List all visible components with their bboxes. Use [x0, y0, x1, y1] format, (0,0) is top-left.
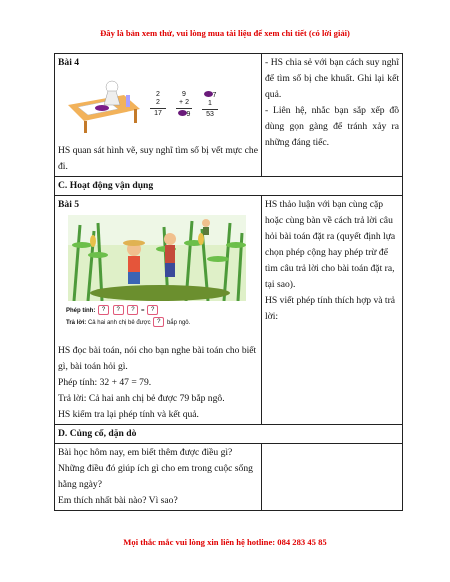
table-row — [55, 177, 403, 196]
cell-bai5-left — [55, 196, 262, 425]
fraction-bar — [176, 108, 192, 109]
ink-blot-icon — [204, 91, 213, 97]
ink-blot-icon — [178, 110, 187, 116]
activity-text: HS thảo luận với bạn cùng cặp hoặc cùng bàn về cách trả lời câu hỏi bài toán đặt ra (quyết định lựa chọn phép cộng hay phép trừ để tìm câu trả lời cho bài toán đặt ra, tại sao). — [265, 199, 396, 290]
table-row — [55, 425, 403, 444]
fraction-bar — [150, 108, 166, 109]
answer-line — [66, 317, 190, 329]
review-question: Em thích nhất bài nào? Vì sao? — [58, 495, 178, 506]
header-notice: Đây là bản xem thử, vui lòng mua tài liệu để xem chi tiết (có lời giải) — [100, 28, 350, 38]
section-heading: D. Củng cố, dặn dò — [55, 425, 403, 444]
fraction-value: 9 — [182, 91, 186, 98]
exercise-text: HS quan sát hình vẽ, suy nghĩ tìm số bị vết mực che đi. — [58, 145, 258, 172]
activity-text: HS viết phép tính thích hợp và trả lời: — [265, 295, 396, 322]
fraction-value: 2 — [156, 99, 160, 106]
fraction-1 — [150, 91, 166, 119]
answer-text: Cả hai anh chị bẻ được — [87, 320, 151, 326]
table-row — [55, 54, 403, 177]
plus-sign: + — [179, 99, 184, 106]
desk-ink-image — [64, 75, 142, 133]
fraction-value: 53 — [206, 111, 214, 118]
fraction-exercises — [150, 91, 218, 119]
answer-box: ? — [147, 305, 158, 315]
calculation-line — [66, 305, 190, 317]
exercise-title: Bài 5 — [58, 199, 80, 210]
fraction-bar — [202, 109, 218, 110]
cell-bai4-left — [55, 54, 262, 177]
fraction-2 — [176, 91, 192, 119]
corn-field-image — [68, 215, 246, 301]
fraction-value: 9 — [186, 111, 191, 118]
exercise-title: Bài 4 — [58, 57, 80, 68]
answer-box: ? — [127, 305, 138, 315]
corn-field-illustration — [58, 215, 258, 329]
answer-box: ? — [153, 317, 164, 327]
exercise-text: Phép tính: 32 + 47 = 79. — [58, 377, 152, 388]
lesson-table — [54, 53, 403, 511]
exercise-text: HS kiểm tra lại phép tính và kết quả. — [58, 409, 199, 420]
exercise-text: HS đọc bài toán, nói cho bạn nghe bài toán cho biết gì, bài toán hỏi gì. — [58, 345, 257, 372]
fraction-value: 2 — [185, 99, 189, 106]
exercise-illustration — [58, 71, 258, 143]
answer-label: Trả lời: — [66, 320, 87, 326]
exercise-text: Trả lời: Cả hai anh chị bẻ được 79 bắp ngô. — [58, 393, 225, 404]
cell-review-left — [55, 444, 262, 511]
fraction-mid — [179, 99, 189, 107]
review-question: Những điều đó giúp ích gì cho em trong cuộc sống hằng ngày? — [58, 463, 253, 490]
fraction-value: 7 — [212, 92, 217, 99]
fraction-3 — [202, 91, 218, 119]
fraction-value: 17 — [154, 110, 162, 117]
fraction-value: 1 — [208, 100, 212, 107]
answer-box: ? — [113, 305, 124, 315]
cell-bai4-right — [262, 54, 403, 177]
fraction-top — [204, 91, 217, 100]
equals-sign: = — [141, 308, 145, 314]
section-heading: C. Hoạt động vận dụng — [55, 177, 403, 196]
activity-text: - HS chia sẻ với bạn cách suy nghĩ để tìm số bị che khuất. Ghi lại kết quả. — [265, 57, 399, 100]
answer-tail: bắp ngô. — [166, 320, 191, 326]
fraction-bottom — [178, 110, 191, 119]
cell-bai5-right — [262, 196, 403, 425]
calculation-prompt — [66, 305, 190, 329]
table-row — [55, 444, 403, 511]
review-question: Bài học hôm nay, em biết thêm được điều gì? — [58, 447, 233, 458]
activity-text: - Liên hệ, nhắc bạn sắp xếp đồ dùng gọn gàng để tránh xảy ra những đáng tiếc. — [265, 105, 399, 148]
table-row — [55, 196, 403, 425]
cell-review-right — [262, 444, 403, 511]
footer-notice: Mọi thắc mắc vui lòng xin liên hệ hotline: 084 283 45 85 — [123, 537, 327, 547]
fraction-value: 2 — [156, 91, 160, 98]
calc-label: Phép tính: — [66, 308, 96, 314]
answer-box: ? — [98, 305, 109, 315]
